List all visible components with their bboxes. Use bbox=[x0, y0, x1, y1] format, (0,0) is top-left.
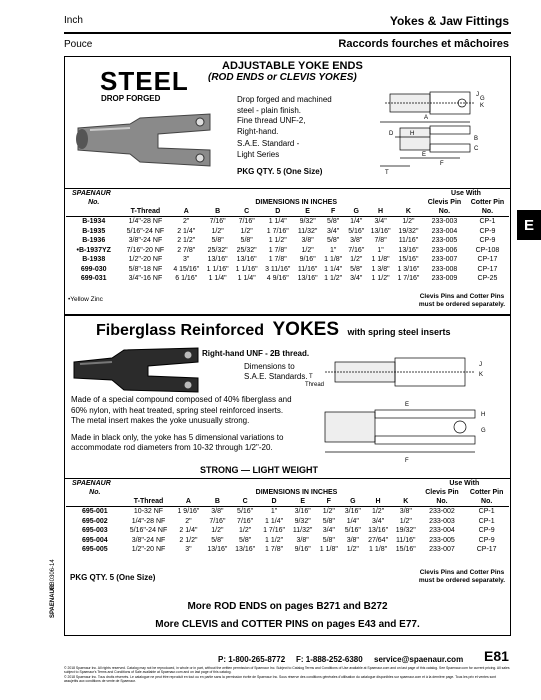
footer-email[interactable]: service@spaenaur.com bbox=[374, 655, 464, 664]
table-cell-b: 1/2" bbox=[211, 227, 224, 235]
table-cell-t: 10-32 NF bbox=[124, 507, 174, 517]
diagram-label: H bbox=[410, 131, 415, 137]
table-cell-e: 9/16" bbox=[294, 546, 311, 554]
table-cell-a: 2" bbox=[185, 517, 192, 525]
para-line: Made of a special compound composed of 40% fiberglass and bbox=[71, 395, 292, 404]
sae-dims bbox=[244, 362, 308, 382]
table-cell-e: 3/8" bbox=[296, 536, 309, 544]
table-row bbox=[66, 265, 509, 275]
table-cell-f: 1" bbox=[329, 246, 337, 254]
table-cell-no: B-1934 bbox=[66, 217, 121, 227]
yoke-subheading: (ROD ENDS or CLEVIS YOKES) bbox=[208, 72, 357, 83]
footer-fax: F: 1-888-252-6380 bbox=[296, 655, 363, 664]
table-cell-d: 1" bbox=[259, 507, 289, 517]
table-cell-cotter: CP-25 bbox=[477, 275, 498, 283]
col-header: E bbox=[305, 208, 310, 215]
dims-line: Dimensions to bbox=[244, 362, 295, 371]
table-cell-c: 13/16" bbox=[235, 546, 256, 554]
table-cell-clevis: 233-003 bbox=[423, 217, 466, 227]
fiberglass-dimension-diagram bbox=[305, 352, 505, 472]
table-cell-d: 1 1/4" bbox=[261, 217, 294, 227]
col-header: E bbox=[300, 498, 305, 505]
table-cell-f: 1 1/2" bbox=[324, 275, 343, 283]
para-line: 60% nylon, with heat treated, spring steel reinforced inserts. bbox=[71, 405, 284, 415]
table-cell-cotter: CP-9 bbox=[478, 527, 495, 535]
steel-order-note bbox=[414, 293, 510, 309]
table-cell-cotter: CP-9 bbox=[479, 237, 496, 245]
col-header: C bbox=[244, 208, 250, 215]
table-row bbox=[66, 236, 509, 246]
table-cell-c: 1/2" bbox=[239, 527, 252, 535]
table-cell-c: 7/16" bbox=[237, 517, 254, 525]
table-cell-k: 19/32" bbox=[398, 227, 419, 235]
table-row bbox=[66, 246, 509, 256]
note-line: Clevis Pins and Cotter Pins bbox=[419, 293, 505, 300]
col-header: A bbox=[185, 498, 191, 505]
more-rod-ends: More ROD ENDS on pages B271 and B272 bbox=[187, 601, 388, 612]
steel-table bbox=[66, 189, 509, 284]
table-cell-h: 1 3/8" bbox=[371, 265, 390, 273]
table-cell-cotter: CP-17 bbox=[477, 265, 498, 273]
table-cell-h: 1" bbox=[377, 246, 384, 254]
header-rule bbox=[64, 32, 511, 34]
diagram-label: H bbox=[481, 412, 486, 418]
table-cell-c: 5/8" bbox=[239, 536, 252, 544]
catalog-code: GB0306-14 bbox=[50, 559, 56, 590]
table-cell-h: 1 1/8" bbox=[371, 256, 390, 264]
table-cell-a: 2 1/4" bbox=[179, 527, 198, 535]
table-cell-f: 5/8" bbox=[322, 517, 335, 525]
table-cell-a: 6 1/16" bbox=[175, 275, 198, 283]
table-cell-k: 11/16" bbox=[398, 237, 419, 245]
para-line: Made in black only, the yoke has 5 dimensional variations to bbox=[71, 432, 284, 442]
diagram-label: Thread bbox=[305, 382, 325, 388]
table-cell-t: 5/16"-24 NF bbox=[129, 527, 168, 535]
table-cell-e: 11/16" bbox=[297, 265, 318, 273]
clevis-header: Clevis Pin bbox=[427, 199, 462, 206]
table-cell-clevis: 233-003 bbox=[429, 517, 455, 525]
table-cell-g: 3/8" bbox=[350, 237, 363, 245]
fiberglass-title bbox=[96, 319, 451, 341]
no-header: No. bbox=[89, 489, 101, 496]
table-cell-cotter: CP-1 bbox=[464, 507, 509, 517]
title-tail: with spring steel inserts bbox=[347, 327, 451, 337]
brand-vertical: SPAENAUR bbox=[50, 584, 56, 618]
spaenaur-col-header: SPAENAUR bbox=[72, 480, 111, 487]
para-line: The metal insert makes the yoke unusually strong. bbox=[71, 416, 250, 425]
table-cell-clevis: 233-002 bbox=[420, 507, 465, 517]
table-cell-a: 3" bbox=[183, 256, 190, 264]
table-cell-k: 13/16" bbox=[398, 246, 419, 254]
table-cell-clevis: 233-006 bbox=[431, 246, 458, 254]
table-cell-c: 5/8" bbox=[240, 237, 253, 245]
col-header: H bbox=[378, 208, 384, 215]
no-header: No. bbox=[88, 199, 100, 206]
table-cell-e: 11/32" bbox=[297, 227, 318, 235]
table-cell-c: 13/16" bbox=[236, 256, 257, 264]
table-cell-k: 1 7/16" bbox=[397, 275, 420, 283]
diagram-label: E bbox=[405, 402, 410, 408]
dims-header: DIMENSIONS IN INCHES bbox=[255, 489, 338, 496]
diagram-label: C bbox=[474, 146, 479, 152]
rh-thread: Right-hand UNF - 2B thread. bbox=[202, 349, 310, 358]
col-header: G bbox=[353, 208, 359, 215]
table-cell-b: 1 1/16" bbox=[206, 265, 229, 273]
table-cell-f: 1/2" bbox=[316, 507, 341, 517]
no-header: No. bbox=[481, 498, 493, 505]
table-cell-cotter: CP-17 bbox=[477, 256, 498, 264]
fiberglass-yoke-image bbox=[68, 340, 208, 400]
table-cell-h: 1/2" bbox=[364, 507, 392, 517]
table-cell-e: 3/16" bbox=[289, 507, 316, 517]
table-row bbox=[66, 227, 509, 237]
table-row bbox=[66, 536, 509, 546]
table-cell-h: 7/8" bbox=[374, 237, 387, 245]
col-header: D bbox=[275, 208, 281, 215]
table-cell-f: 5/8" bbox=[321, 217, 345, 227]
table-cell-t: 3/4"-16 NF bbox=[128, 275, 163, 283]
table-cell-a: 2 1/4" bbox=[177, 227, 196, 235]
table-cell-k: 1/2" bbox=[399, 517, 412, 525]
table-cell-a: 2 1/2" bbox=[179, 536, 198, 544]
table-cell-e: 3/8" bbox=[301, 237, 314, 245]
table-cell-a: 4 15/16" bbox=[173, 265, 200, 273]
table-cell-clevis: 233-007 bbox=[431, 256, 458, 264]
table-cell-clevis: 233-004 bbox=[431, 227, 458, 235]
table-cell-h: 1 1/2" bbox=[371, 275, 390, 283]
table-cell-k: 15/16" bbox=[398, 256, 419, 264]
table-cell-k: 3/8" bbox=[392, 507, 420, 517]
spaenaur-col-header: SPAENAUR bbox=[72, 190, 111, 197]
table-cell-h: 13/16" bbox=[368, 527, 389, 535]
desc-line: Fine thread UNF-2, bbox=[237, 116, 306, 125]
table-cell-e: 9/32" bbox=[294, 217, 321, 227]
table-cell-no: 695-004 bbox=[81, 536, 108, 544]
desc-line: steel - plain finish. bbox=[237, 105, 302, 115]
table-cell-f: 3/4" bbox=[327, 227, 340, 235]
desc-line: Right-hand. bbox=[237, 126, 279, 136]
table-cell-h: 1 1/8" bbox=[369, 546, 388, 554]
table-cell-f: 1 1/4" bbox=[324, 265, 343, 273]
table-cell-g: 1/2" bbox=[350, 256, 363, 264]
no-header: No. bbox=[436, 498, 448, 505]
table-cell-k: 15/16" bbox=[395, 546, 416, 554]
table-cell-g: 5/8" bbox=[350, 265, 363, 273]
diagram-label: G bbox=[480, 96, 485, 102]
footer-phone: P: 1-800-265-8772 bbox=[218, 655, 286, 664]
table-row bbox=[66, 507, 509, 517]
header-pouce: Pouce bbox=[64, 39, 93, 50]
table-cell-clevis: 233-005 bbox=[429, 536, 455, 544]
col-header: K bbox=[405, 208, 411, 215]
table-cell-no: 695-001 bbox=[66, 507, 124, 517]
table-cell-d: 1 7/8" bbox=[268, 246, 287, 254]
table-cell-cotter: CP-9 bbox=[479, 227, 496, 235]
table-cell-cotter: CP-9 bbox=[478, 536, 495, 544]
table-cell-b: 5/8" bbox=[211, 237, 224, 245]
table-cell-k: 11/16" bbox=[396, 536, 416, 544]
table-cell-cotter: CP-1 bbox=[478, 517, 495, 525]
legal-text bbox=[64, 666, 511, 684]
col-header: F bbox=[331, 208, 336, 215]
table-cell-e: 9/32" bbox=[294, 517, 311, 525]
note-line: must be ordered separately. bbox=[418, 577, 506, 584]
table-cell-cotter: CP-17 bbox=[476, 546, 497, 554]
table-cell-d: 1 1/4" bbox=[265, 517, 284, 525]
table-cell-h: 3/4" bbox=[371, 517, 385, 525]
table-cell-c: 25/32" bbox=[236, 246, 257, 254]
diagram-label: T bbox=[385, 170, 389, 176]
table-cell-no: B-1935 bbox=[82, 227, 106, 235]
table-cell-t: 3/8"-24 NF bbox=[131, 536, 166, 544]
yoke-heading: ADJUSTABLE YOKE ENDS bbox=[222, 60, 363, 72]
note-line: Clevis Pins and Cotter Pins bbox=[419, 569, 505, 576]
table-cell-k: 19/32" bbox=[395, 527, 416, 535]
legal-line: © 2018 Spaenaur Inc. Tous droits réservés. Le catalogue ne peut être reproduit en tout ou en partie sans la permission écrite de Spaenaur Inc. Sous réserve des conditions générales d'utilisation du catalogue disponibles sur spaenaur.com et à la dernière page. Tous les prix et ventes sont assujettis aux conditions de vente de Spaenaur. bbox=[64, 674, 497, 684]
table-cell-no: •B-1937YZ bbox=[76, 246, 111, 254]
table-cell-g: 7/16" bbox=[348, 246, 365, 254]
table-cell-g: 3/4" bbox=[350, 275, 363, 283]
table-cell-no: B-1936 bbox=[82, 237, 106, 245]
table-cell-d: 1 1/2" bbox=[268, 237, 287, 245]
tthread-header: T-Thread bbox=[130, 208, 161, 215]
table-cell-e: 13/16" bbox=[297, 275, 318, 283]
col-header: F bbox=[326, 498, 331, 505]
section-divider bbox=[64, 314, 511, 316]
diagram-label: K bbox=[479, 372, 484, 378]
table-cell-t: 1/2"-20 NF bbox=[131, 546, 166, 554]
table-cell-d: 1 7/16" bbox=[263, 527, 286, 535]
table-cell-cotter: CP-108 bbox=[475, 246, 500, 254]
diagram-label: D bbox=[389, 131, 394, 137]
table-cell-f: 3/4" bbox=[322, 527, 335, 535]
table-cell-cotter: CP-1 bbox=[466, 217, 509, 227]
table-cell-clevis: 233-007 bbox=[429, 546, 455, 554]
table-cell-a: 2 1/2" bbox=[177, 237, 196, 245]
more-clevis: More CLEVIS and COTTER PINS on pages E43 and E77. bbox=[155, 619, 420, 630]
table-row bbox=[66, 526, 509, 536]
table-cell-e: 9/16" bbox=[299, 256, 316, 264]
header-title-fr: Raccords fourches et mâchoires bbox=[338, 38, 509, 50]
table-cell-clevis: 233-004 bbox=[429, 527, 455, 535]
table-row bbox=[66, 274, 509, 284]
steel-yoke-image bbox=[70, 104, 220, 182]
table-cell-e: 11/32" bbox=[292, 527, 313, 535]
yellow-zinc-note: •Yellow Zinc bbox=[68, 296, 103, 303]
diagram-label: K bbox=[480, 103, 485, 109]
diagram-label: F bbox=[405, 458, 409, 464]
clevis-header: Clevis Pin bbox=[425, 489, 459, 496]
table-cell-clevis: 233-008 bbox=[431, 265, 458, 273]
diagram-label: E bbox=[422, 152, 427, 158]
table-cell-g: 5/16" bbox=[348, 227, 365, 235]
table-cell-t: 3/8"-24 NF bbox=[128, 237, 163, 245]
col-header: B bbox=[215, 208, 221, 215]
table-row bbox=[66, 517, 509, 527]
use-with-header: Use With bbox=[451, 190, 481, 197]
table-cell-b: 3/8" bbox=[204, 507, 232, 517]
table-cell-no: B-1938 bbox=[82, 256, 106, 264]
no-header: No. bbox=[481, 208, 494, 215]
table-cell-d: 1 7/8" bbox=[265, 546, 284, 554]
table-cell-c: 1 1/16" bbox=[235, 265, 258, 273]
cotter-header: Cotter Pin bbox=[469, 489, 504, 496]
table-cell-d: 1 7/16" bbox=[266, 227, 289, 235]
steel-title: STEEL bbox=[100, 66, 189, 96]
steel-description bbox=[237, 95, 332, 160]
desc-line: Drop forged and machined bbox=[237, 95, 332, 104]
table-cell-d: 4 9/16" bbox=[266, 275, 289, 283]
desc-line: Light Series bbox=[237, 149, 280, 159]
table-cell-no: 699-030 bbox=[80, 265, 107, 273]
table-cell-no: 699-031 bbox=[80, 275, 107, 283]
para-line: accommodate rod diameters from 10-32 through 1/2"-20. bbox=[71, 443, 273, 452]
table-cell-no: 695-005 bbox=[81, 546, 108, 554]
table-cell-d: 1 7/8" bbox=[268, 256, 287, 264]
header-inch: Inch bbox=[64, 15, 83, 26]
steel-pkg: PKG QTY. 5 (One Size) bbox=[237, 167, 323, 176]
diagram-label: B bbox=[474, 136, 479, 142]
table-cell-g: 1/4" bbox=[345, 217, 367, 227]
table-cell-a: 2" bbox=[169, 217, 203, 227]
table-cell-d: 1 1/2" bbox=[265, 536, 284, 544]
table-cell-h: 3/4" bbox=[367, 217, 394, 227]
table-cell-no: 695-003 bbox=[81, 527, 108, 535]
table-cell-d: 3 11/16" bbox=[265, 265, 291, 273]
table-cell-no: 695-002 bbox=[81, 517, 108, 525]
diagram-label: F bbox=[440, 161, 444, 167]
use-with-header: Use With bbox=[449, 480, 480, 487]
col-header: G bbox=[350, 498, 356, 505]
desc-line: S.A.E. Standard - bbox=[237, 139, 300, 148]
strong-light: STRONG — LIGHT WEIGHT bbox=[200, 465, 318, 475]
table-cell-b: 13/16" bbox=[207, 546, 228, 554]
col-header: A bbox=[183, 208, 189, 215]
table-cell-g: 1/2" bbox=[346, 546, 359, 554]
header-title: Yokes & Jaw Fittings bbox=[389, 14, 509, 28]
table-cell-a: 3" bbox=[185, 546, 192, 554]
diagram-label: G bbox=[481, 428, 486, 434]
fiberglass-table bbox=[66, 479, 509, 555]
table-cell-f: 1 1/8" bbox=[319, 546, 338, 554]
no-header: No. bbox=[438, 208, 451, 215]
table-row bbox=[66, 217, 509, 227]
table-cell-t: 5/8"-18 NF bbox=[128, 265, 163, 273]
note-line: must be ordered separately. bbox=[418, 301, 506, 308]
dims-header: DIMENSIONS IN INCHES bbox=[255, 199, 337, 206]
table-cell-clevis: 233-009 bbox=[431, 275, 458, 283]
page-number: E81 bbox=[484, 648, 509, 664]
table-cell-g: 1/4" bbox=[346, 517, 359, 525]
table-row bbox=[66, 255, 509, 265]
tthread-header: T-Thread bbox=[133, 498, 164, 505]
table-cell-c: 7/16" bbox=[232, 217, 261, 227]
table-cell-b: 7/16" bbox=[203, 217, 232, 227]
table-cell-t: 5/16"-24 NF bbox=[126, 227, 165, 235]
table-row bbox=[66, 545, 509, 555]
table-cell-clevis: 233-005 bbox=[431, 237, 458, 245]
title-part: Fiberglass Reinforced bbox=[96, 322, 265, 339]
steel-dimension-diagram bbox=[340, 90, 500, 180]
diagram-label: T bbox=[309, 374, 313, 380]
fiberglass-order-note bbox=[414, 569, 510, 585]
table-cell-e: 1/2" bbox=[301, 246, 314, 254]
table-cell-f: 1 1/8" bbox=[324, 256, 343, 264]
table-cell-g: 5/16" bbox=[344, 527, 361, 535]
table-cell-b: 13/16" bbox=[207, 256, 228, 264]
table-cell-t: 1/2"-20 NF bbox=[128, 256, 163, 264]
diagram-label: A bbox=[424, 115, 429, 121]
table-cell-t: 1/4"-28 NF bbox=[131, 517, 166, 525]
table-cell-b: 7/16" bbox=[209, 517, 226, 525]
col-header: K bbox=[403, 498, 409, 505]
title-yokes: YOKES bbox=[272, 319, 340, 340]
col-header: B bbox=[214, 498, 220, 505]
table-cell-a: 1 9/16" bbox=[173, 507, 203, 517]
fiberglass-description bbox=[71, 395, 311, 454]
table-cell-h: 27/64" bbox=[368, 536, 389, 544]
table-cell-b: 1/2" bbox=[211, 527, 224, 535]
dims-line: S.A.E. Standards. bbox=[244, 372, 308, 381]
fiberglass-pkg: PKG QTY. 5 (One Size) bbox=[70, 573, 156, 582]
legal-line: © 2018 Spaenaur Inc. All rights reserved. Catalog may not be reproduced, in whole or in part, without the written permission of Spaenaur Inc. Subject to Catalog Terms and Conditions of Use available at Spaenaur.com and on last page of this catalog. See Spaenaur.com for current pricing. All sales subject to Spaenaur's Terms and Conditions of Sale available at Spaenaur.com and on last page of this catalog. bbox=[64, 666, 510, 675]
table-cell-c: 5/16" bbox=[231, 507, 259, 517]
col-header: H bbox=[375, 498, 381, 505]
table-cell-c: 1/2" bbox=[240, 227, 253, 235]
diagram-label: J bbox=[479, 362, 482, 368]
table-cell-a: 2 7/8" bbox=[177, 246, 196, 254]
table-cell-k: 1 3/16" bbox=[397, 265, 420, 273]
cotter-header: Cotter Pin bbox=[470, 199, 505, 206]
table-cell-c: 1 1/4" bbox=[237, 275, 256, 283]
diagram-label: J bbox=[476, 92, 479, 98]
table-cell-b: 5/8" bbox=[211, 536, 224, 544]
steel-subtitle: DROP FORGED bbox=[101, 94, 161, 103]
col-header: D bbox=[271, 498, 277, 505]
table-cell-f: 5/8" bbox=[327, 237, 340, 245]
table-cell-h: 13/16" bbox=[370, 227, 391, 235]
section-tab: E bbox=[517, 210, 541, 240]
table-cell-f: 5/8" bbox=[322, 536, 335, 544]
col-header: C bbox=[242, 498, 248, 505]
table-cell-g: 3/8" bbox=[346, 536, 359, 544]
table-cell-t: 1/4"-28 NF bbox=[121, 217, 169, 227]
table-cell-k: 1/2" bbox=[394, 217, 423, 227]
table-cell-b: 1 1/4" bbox=[208, 275, 227, 283]
table-cell-t: 7/16"-20 NF bbox=[126, 246, 165, 254]
table-cell-g: 3/16" bbox=[341, 507, 364, 517]
table-cell-b: 25/32" bbox=[207, 246, 228, 254]
